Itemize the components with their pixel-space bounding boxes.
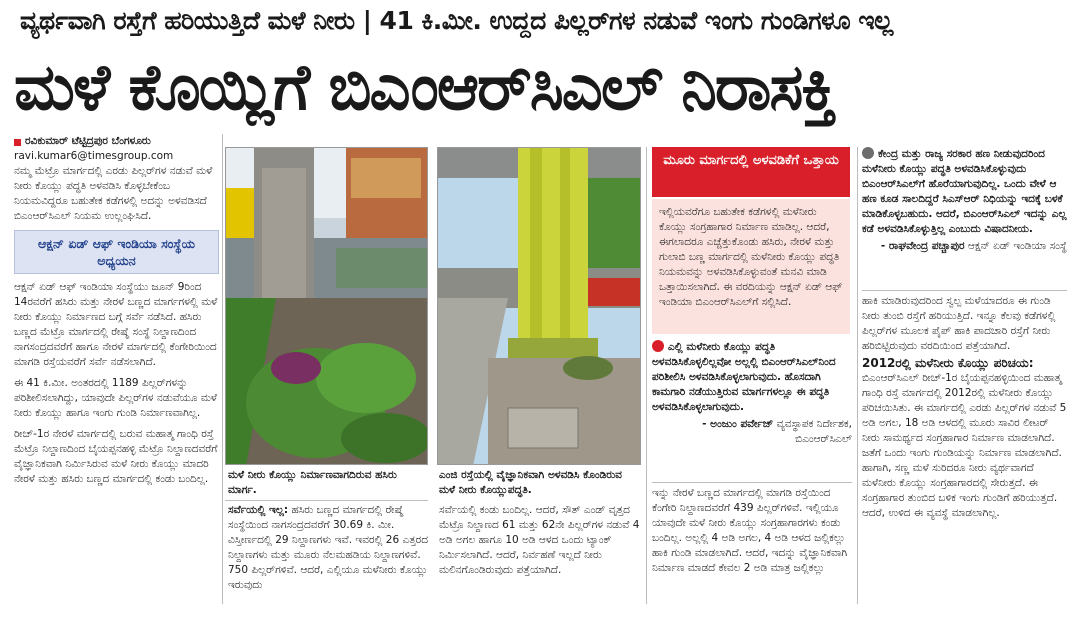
pillar-photo-illustration-2: [438, 148, 641, 465]
section-rule: [862, 290, 1067, 291]
column-divider: [857, 147, 858, 604]
byline-text: ರವಿಕುಮಾರ್ ಟೆಟ್ಟಿದ್ರಪುರ ಬೆಂಗಳೂರು: [25, 135, 151, 147]
highlight-box-body: ಇಲ್ಲಿಯವರೆಗೂ ಬಹುತೇಕ ಕಡೆಗಳಲ್ಲಿ ಮಳೆನೀರು ಕೊಯ್ಲು ಸಂಗ್ರಹಾಗಾರ ನಿರ್ಮಾಣ ಮಾಡಿಲ್ಲ. ಆದರೆ, ಈಗಲಾದರೂ ಎಚ್ಚೆತ್ತುಕೊಂಡು ಹಸಿರು, ನೇರಳೆ ಮತ್ತು ಗುಲಾಬಿ ಬಣ್ಣ ಮಾರ್ಗದಲ್ಲಿ ಮಳೆನೀರು ಕೊಯ್ಲು ಪದ್ಧತಿ ನಿಯಮವನ್ನು ಅಳವಡಿಸಿಕೊಳ್ಳುವಂತೆ ಮನವಿ ಮಾಡಿ ಒತ್ತಾಯಿಸಲಾಗಿದೆ. ಈ ವರದಿಯನ್ನು ಆಕ್ಷನ್ ಏಡ್ ಆಫ್ ಇಂಡಿಯಾ ಬಿಎಂಆರ್‌ಸಿಎಲ್‌ಗೆ ಸಲ್ಲಿಸಿದೆ.: [652, 199, 850, 334]
column-divider: [222, 134, 223, 604]
quote-attribution: [862, 239, 1067, 254]
quote-attribution: [652, 417, 852, 447]
quote-box-2: [862, 147, 1067, 287]
paragraph: ಹಾಕಿ ಮಾಡಿರುವುದರಿಂದ ಸ್ವಲ್ಪ ಮಳೆಯಾದರೂ ಈ ಗುಂಡಿ ನೀರು ತುಂಬಿ ರಸ್ತೆಗೆ ಹರಿಯುತ್ತಿದೆ. ಇನ್ನೂ ಕೆಲವು ಕಡೆಗಳಲ್ಲಿ ಪಿಲ್ಲರ್‌ಗಳ ಮೂಲಕ ಪೈಪ್ ಹಾಕಿ ಪಾದಚಾರಿ ರಸ್ತೆಗೆ ನೀರು ಹರಿಬಿಟ್ಟಿರುವುದು ವರದಿಯಿಂದ ಪತ್ತೆಯಾಗಿದೆ.: [862, 295, 1056, 352]
paragraph: ಆಕ್ಷನ್ ಏಡ್ ಆಫ್ ಇಂಡಿಯಾ ಸಂಸ್ಥೆಯು ಜೂನ್ 9ರಿಂದ 14ರವರೆಗೆ ಹಸಿರು ಮತ್ತು ನೇರಳೆ ಬಣ್ಣದ ಮಾರ್ಗಗಳಲ್ಲಿ ಮಳೆ ನೀರು ಕೊಯ್ಲು ನಿರ್ಮಾಣದ ಬಗ್ಗೆ ಸರ್ವೆ ನಡೆಸಿದೆ. ಹಸಿರು ಬಣ್ಣದ ಮೆಟ್ರೊ ಮಾರ್ಗದಲ್ಲಿ ರೇಷ್ಮೆ ಸಂಸ್ಥೆ ನಿಲ್ದಾಣದಿಂದ ನಾಗಸಂದ್ರದವರೆಗೆ ಹಾಗೂ ನೇರಳೆ ಮಾರ್ಗದಲ್ಲಿ ಕೆಂಗೇರಿಯಿಂದ ಮಾಗಡಿ ರಸ್ತೆಯವರೆಗೆ ಸರ್ವೆ ನಡೆಸಲಾಗಿದೆ.: [14, 281, 218, 368]
column-3: [439, 503, 641, 603]
photo-green-line-pillar: [225, 147, 428, 465]
photo1-caption: ಮಳೆ ನೀರು ಕೊಯ್ಲು ನಿರ್ಮಾಣವಾಗದಿರುವ ಹಸಿರು ಮಾರ್ಗ.: [228, 469, 397, 496]
highlight-box-title: ಮೂರು ಮಾರ್ಗದಲ್ಲಿ ಅಳವಡಿಕೆಗೆ ಒತ್ತಾಯ: [652, 147, 850, 197]
quote-name: - ಅಂಜುಂ ಪರ್ವೇಜ್: [702, 418, 774, 430]
paragraph: ಸರ್ವೆಯಲ್ಲಿ ಕಂಡು ಬಂದಿಲ್ಲ. ಆದರೆ, ಸೌತ್ ಎಂಡ್ ವೃತ್ತದ ಮೆಟ್ರೊ ನಿಲ್ದಾಣದ 61 ಮತ್ತು 62ನೇ ಪಿಲ್ಲರ್‌ಗಳ ನಡುವೆ 4 ಅಡಿ ಅಗಲ ಹಾಗೂ 10 ಅಡಿ ಆಳದ ಒಂದು ಟ್ಯಾಂಕ್ ನಿರ್ಮಿಸಲಾಗಿದೆ. ಆದರೆ, ನಿರ್ವಹಣೆ ಇಲ್ಲದೆ ನೀರು ಮಲಿನಗೊಂಡಿರುವುದು ಪತ್ತೆಯಾಗಿದೆ.: [439, 504, 640, 576]
quote-name: - ರಾಘವೇಂದ್ರ ಪಚ್ಚಾಪುರ: [880, 240, 965, 252]
run-in-head: ಸರ್ವೆಯಲ್ಲಿ ಇಲ್ಲ:: [228, 504, 289, 516]
column-1: [14, 134, 219, 604]
paragraph: ಈ 41 ಕಿ.ಮೀ. ಅಂತರದಲ್ಲಿ 1189 ಪಿಲ್ಲರ್‌ಗಳನ್ನು ಪರಿಶೀಲಿಸಲಾಗಿದ್ದು, ಯಾವುದೇ ಪಿಲ್ಲರ್‌ಗಳ ನಡುವೆಯೂ ಮಳೆ ನೀರು ಕೊಯ್ಲು ಹಾಗೂ ಇಂಗು ಗುಂಡಿ ನಿರ್ಮಾಣವಾಗಿಲ್ಲ.: [14, 377, 217, 419]
photo2-caption: ಎಂಜಿ ರಸ್ತೆಯಲ್ಲಿ ವೈಜ್ಞಾನಿಕವಾಗಿ ಅಳವಡಿಸಿ ಕೊಂಡಿರುವ ಮಳೆ ನೀರು ಕೊಯ್ಲುಪದ್ಧತಿ.: [439, 469, 622, 496]
byline: [14, 134, 219, 149]
paragraph: ನಮ್ಮ ಮೆಟ್ರೊ ಮಾರ್ಗದಲ್ಲಿ ಎರಡು ಪಿಲ್ಲರ್‌ಗಳ ನಡುವೆ ಮಳೆ ನೀರು ಕೊಯ್ಲು ಪದ್ಧತಿ ಅಳವಡಿಸಿ ಕೊಳ್ಳಬೇಕೆಂಬ ನಿಯಮವಿದ್ದರೂ ಬಹುತೇಕ ಕಡೆಗಳಲ್ಲಿ ಅದನ್ನು ಅಳವಡಿಸದೆ ಬಿಎಂಆರ್‌ಸಿಎಲ್ ನಿಯಮ ಉಲ್ಲಂಘಿಸಿದೆ.: [14, 165, 213, 222]
section-subhead: 2012ರಲ್ಲಿ ಮಳೆನೀರು ಕೊಯ್ಲು ಪರಿಚಯ:: [862, 356, 1034, 370]
section-rule: [652, 482, 852, 483]
column-4: [652, 486, 852, 604]
quote-role: ಆಕ್ಷನ್ ಏಡ್ ಇಂಡಿಯಾ ಸಂಸ್ಥೆ: [967, 240, 1067, 252]
subheading-box: ಆಕ್ಷನ್ ಏಡ್ ಆಫ್ ಇಂಡಿಯಾ ಸಂಸ್ಥೆಯ ಅಧ್ಯಯನ: [14, 230, 219, 274]
paragraph: ಹಸಿರು ಬಣ್ಣದ ಮಾರ್ಗದಲ್ಲಿ ರೇಷ್ಮೆ ಸಂಸ್ಥೆಯಿಂದ ನಾಗಸಂದ್ರದವರೆಗೆ 30.69 ಕಿ. ಮೀ. ವಿಸ್ತೀರ್ಣದಲ್ಲಿ 29 ನಿಲ್ದಾಣಗಳು ಇವೆ. ಇವರಲ್ಲಿ 26 ಎತ್ತರದ ನಿಲ್ದಾಣಗಳು ಮತ್ತು ಮೂರು ನೆಲಮಹಡಿಯ ನಿಲ್ದಾಣಗಳಿವೆ. 750 ಪಿಲ್ಲರ್‌ಗಳಿವೆ. ಆದರೆ, ಎಲ್ಲಿಯೂ ಮಳೆನೀರು ಕೊಯ್ಲು ಇರುವುದು: [228, 504, 429, 591]
quote-box-1: [652, 340, 852, 480]
paragraph: ರೀಚ್-1ರ ನೇರಳೆ ಮಾರ್ಗದಲ್ಲಿ ಬರುವ ಮಹಾತ್ಮ ಗಾಂಧಿ ರಸ್ತೆ ಮೆಟ್ರೊ ನಿಲ್ದಾಣದಿಂದ ಬೈಯಪ್ಪನಹಳ್ಳಿ ಮೆಟ್ರೊ ನಿಲ್ದಾಣದವರೆಗೆ ವೈಜ್ಞಾನಿಕವಾಗಿ ನಿರ್ಮಿಸಿರುವ ಮಳೆ ನೀರು ಕೊಯ್ಲು ಮಾದರಿ ನೇರಳೆ ಮತ್ತು ಹಸಿರು ಬಣ್ಣದ ಮಾರ್ಗದಲ್ಲಿ ಕಂಡು ಬಂದಿಲ್ಲ.: [14, 428, 218, 485]
column-divider: [646, 147, 647, 604]
caption-rule: [225, 500, 428, 501]
quote-text: ಎಲ್ಲಿ ಮಳೆನೀರು ಕೊಯ್ಲು ಪದ್ಧತಿ ಅಳವಡಿಸಿಕೊಳ್ಳಲಿಲ್ಲವೋ ಅಲ್ಲಲ್ಲಿ ಬಿಎಂಆರ್‌ಸಿಎಲ್‌ನಿಂದ ಪರಿಶೀಲಿಸಿ ಅಳವಡಿಸಿಕೊಳ್ಳಲಾಗುವುದು. ಹೊಸದಾಗಿ ಕಾಮಗಾರಿ ನಡೆಯುತ್ತಿರುವ ಮಾರ್ಗಗಳಲ್ಲೂ ಈ ಪದ್ಧತಿ ಅಳವಡಿಸಿಕೊಳ್ಳಲಾಗುವುದು.: [652, 341, 836, 413]
photo-mg-road-pillar: [437, 147, 641, 465]
main-headline: ಮಳೆ ಕೊಯ್ಲಿಗೆ ಬಿಎಂಆರ್‌ಸಿಎಲ್ ನಿರಾಸಕ್ತಿ: [14, 51, 835, 125]
quote-role: ವ್ಯವಸ್ಥಾಪಕ ನಿರ್ದೇಶಕ, ಬಿಎಂಆರ್‌ಸಿಎಲ್: [776, 418, 852, 445]
quote-bullet-icon: [652, 340, 664, 352]
quote-bullet-icon: [862, 147, 874, 159]
quote-text: ಕೇಂದ್ರ ಮತ್ತು ರಾಜ್ಯ ಸರಕಾರ ಹಣ ನೀಡುವುದರಿಂದ ಮಳೆನೀರು ಕೊಯ್ಲು ಪದ್ಧತಿ ಅಳವಡಿಸಿಕೊಳ್ಳುವುದು ಬಿಎಂಆರ್‌ಸಿಎಲ್‌ಗೆ ಹೊರೆಯಾಗುವುದಿಲ್ಲ. ಒಂದು ವೇಳೆ ಆ ಹಣ ಕೂಡ ಸಾಲದಿದ್ದರೆ ಸಿಎಸ್‌ಆರ್ ನಿಧಿಯನ್ನು ಇದಕ್ಕೆ ಬಳಕೆ ಮಾಡಿಕೊಳ್ಳಬಹುದು. ಆದರೆ, ಬಿಎಂಆರ್‌ಸಿಎಲ್ ಇದನ್ನು ಎಲ್ಲ ಕಡೆ ಅಳವಡಿಸಿಕೊಳ್ಳುತ್ತಿಲ್ಲ ಎಂಬುದು ವಿಷಾದನೀಯ.: [862, 148, 1067, 235]
column-2: [228, 503, 430, 603]
column-5: [862, 294, 1067, 604]
author-email[interactable]: ravi.kumar6@timesgroup.com: [14, 150, 174, 162]
bullet-icon: [14, 139, 21, 146]
kicker-headline: ವ್ಯರ್ಥವಾಗಿ ರಸ್ತೆಗೆ ಹರಿಯುತ್ತಿದೆ ಮಳೆ ನೀರು | 41 ಕಿ.ಮೀ. ಉದ್ದದ ಪಿಲ್ಲರ್‌ಗಳ ನಡುವೆ ಇಂಗು ಗುಂಡಿಗಳೂ ಇಲ್ಲ: [20, 6, 893, 35]
paragraph: ಬಿಎಂಆರ್‌ಸಿಎಲ್ ರೀಚ್-1ರ ಬೈಯಪ್ಪನಹಳ್ಳಿಯಿಂದ ಮಹಾತ್ಮ ಗಾಂಧಿ ರಸ್ತೆ ಮಾರ್ಗದಲ್ಲಿ 2012ರಲ್ಲಿ ಮಳೆನೀರು ಕೊಯ್ಲು ಪರಿಚಯಿಸಿತು. ಈ ಮಾರ್ಗದಲ್ಲಿ ಎರಡು ಪಿಲ್ಲರ್‌ಗಳ ನಡುವೆ 5 ಅಡಿ ಅಗಲ, 18 ಅಡಿ ಆಳದಲ್ಲಿ ಮೂರು ಸಾವಿರ ಲೀಟರ್ ನೀರು ಸಾಮರ್ಥ್ಯದ ಸಂಗ್ರಹಾಗಾರ ನಿರ್ಮಾಣ ಮಾಡಲಾಗಿದೆ. ಜತೆಗೆ ಒಂದು ಇಂಗು ಗುಂಡಿಯನ್ನು ನಿರ್ಮಾಣ ಮಾಡಲಾಗಿದೆ. ಹಾಗಾಗಿ, ಸಣ್ಣ ಮಳೆ ಸುರಿದರೂ ನೀರು ವ್ಯರ್ಥವಾಗದೆ ಮಳೆನೀರು ಕೊಯ್ಲು ಸಂಗ್ರಹಾಗಾರದಲ್ಲಿ ಸೇರುತ್ತದೆ. ಈ ಸಂಗ್ರಹಾಗಾರ ತುಂಬಿದ ಬಳಿಕ ಇಂಗು ಗುಂಡಿಗೆ ಹರಿಯುತ್ತದೆ. ಆದರೆ, ಉಳಿದ ಈ ವ್ಯವಸ್ಥೆ ಮಾಡಲಾಗಿಲ್ಲ.: [862, 372, 1067, 519]
paragraph: ಇನ್ನು ನೇರಳೆ ಬಣ್ಣದ ಮಾರ್ಗದಲ್ಲಿ ಮಾಗಡಿ ರಸ್ತೆಯಿಂದ ಕೆಂಗೇರಿ ನಿಲ್ದಾಣದವರೆಗೆ 439 ಪಿಲ್ಲರ್‌ಗಳಿವೆ. ಇಲ್ಲಿಯೂ ಯಾವುದೇ ಮಳೆ ನೀರು ಕೊಯ್ಲು ಸಂಗ್ರಹಾಗಾರಗಳು ಕಂಡು ಬಂದಿಲ್ಲ. ಅಲ್ಲಲ್ಲಿ 4 ಅಡಿ ಅಗಲ, 4 ಅಡಿ ಆಳದ ಜಲ್ಲಿಕಲ್ಲು ಹಾಕಿ ಗುಂಡಿ ಮಾಡಲಾಗಿದೆ. ಆದರೆ, ಇದನ್ನು ವೈಜ್ಞಾನಿಕವಾಗಿ ನಿರ್ಮಾಣ ಮಾಡದೆ ಕೇವಲ 2 ಅಡಿ ಮಾತ್ರ ಜಲ್ಲಿಕಲ್ಲು: [652, 487, 848, 574]
pillar-photo-illustration: [226, 148, 428, 465]
